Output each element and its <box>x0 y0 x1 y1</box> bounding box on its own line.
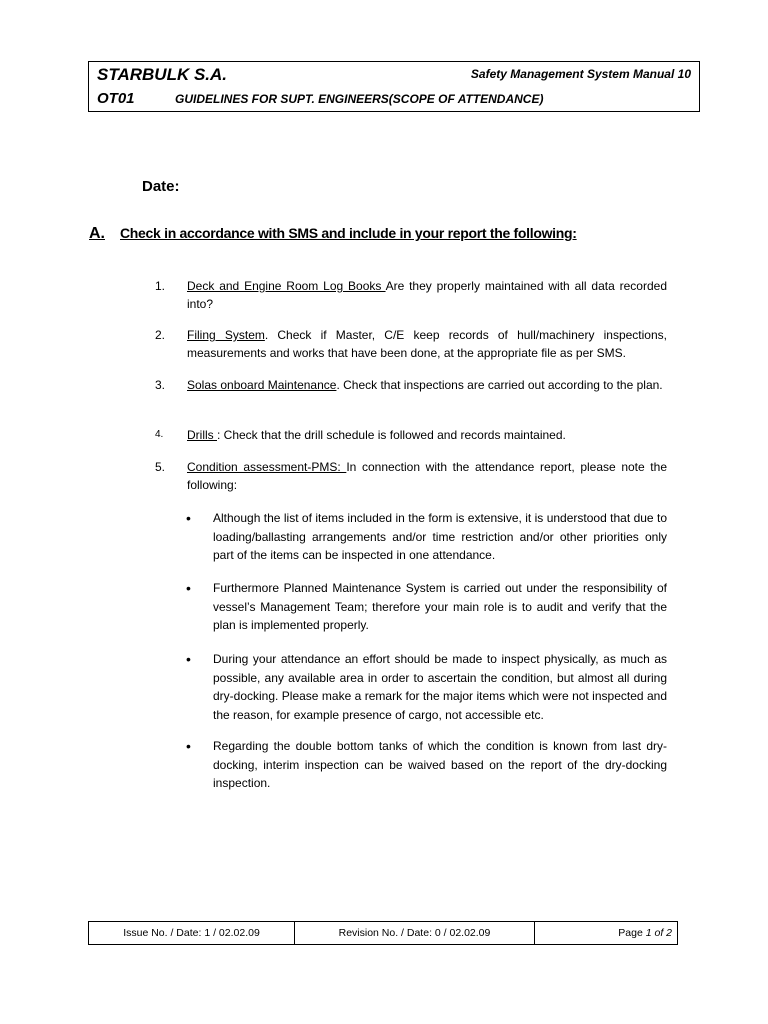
document-title: GUIDELINES FOR SUPT. ENGINEERS(SCOPE OF ATTENDANCE) <box>175 92 544 106</box>
item-title: Condition assessment-PMS: <box>187 460 347 474</box>
list-item <box>155 458 667 494</box>
bullet-text: Furthermore Planned Maintenance System is carried out under the responsibility of vessel’s Management Team; therefore your main role is to audit and verify that the plan is implemented properly. <box>213 581 667 632</box>
item-title: Drills <box>187 428 217 442</box>
footer-table <box>88 921 678 945</box>
item-number: 2. <box>155 328 166 342</box>
item-title: Solas onboard Maintenance <box>187 378 337 392</box>
list-item <box>155 426 667 444</box>
header-box <box>88 61 700 112</box>
item-number: 3. <box>155 378 166 392</box>
item-text: . Check if Master, C/E keep records of hull/machinery inspections, measurements and works that have been done, at the appropriate file as per SMS. <box>187 328 667 360</box>
footer-revision: Revision No. / Date: 0 / 02.02.09 <box>295 922 535 945</box>
item-text: In connection with the attendance report, please note the following: <box>187 460 667 492</box>
footer-page-number: 1 of 2 <box>645 927 672 939</box>
item-text: : Check that the drill schedule is followed and records maintained. <box>217 428 566 442</box>
company-name: STARBULK S.A. <box>97 65 228 84</box>
bullet-text: Regarding the double bottom tanks of which the condition is known from last dry-docking, interim inspection can be waived based on the report of the dry-docking inspection. <box>213 739 667 790</box>
bullet-item <box>186 737 667 793</box>
item-number: 1. <box>155 279 166 293</box>
date-label: Date: <box>142 178 180 195</box>
section-heading <box>89 225 577 243</box>
footer-page <box>535 922 678 945</box>
bullet-text: Although the list of items included in the form is extensive, it is understood that due to loading/ballasting arrangements and/or time restriction and/or other priorities only part of the items can be inspected in one attendance. <box>213 511 667 562</box>
bullet-item <box>186 509 667 565</box>
bullet-icon: • <box>186 580 191 596</box>
list-item <box>155 376 667 394</box>
item-number: 4. <box>155 429 164 440</box>
item-title: Filing System <box>187 328 265 342</box>
item-text: . Check that inspections are carried out according to the plan. <box>336 378 663 392</box>
list-item <box>155 326 667 362</box>
footer-issue: Issue No. / Date: 1 / 02.02.09 <box>89 922 295 945</box>
list-item <box>155 277 667 313</box>
bullet-icon: • <box>186 651 191 667</box>
item-title: Deck and Engine Room Log Books <box>187 279 386 293</box>
item-text: Are they properly maintained with all data recorded into? <box>187 279 667 311</box>
section-letter: A. <box>89 225 105 242</box>
section-heading-text: Check in accordance with SMS and include in your report the following: <box>120 225 577 241</box>
footer-page-prefix: Page <box>618 927 646 939</box>
bullet-item <box>186 579 667 635</box>
bullet-text: During your attendance an effort should be made to inspect physically, as much as possible, any available area in order to ascertain the condition, but almost all during dry-docking. Please make a remark for the major items which were not inspected and the reason, for example presence of cargo, not accessible etc. <box>213 652 667 722</box>
bullet-item <box>186 650 667 724</box>
item-number: 5. <box>155 460 166 474</box>
bullet-icon: • <box>186 738 191 754</box>
bullet-icon: • <box>186 510 191 526</box>
document-code: OT01 <box>97 90 135 107</box>
manual-title: Safety Management System Manual 10 <box>470 67 691 81</box>
